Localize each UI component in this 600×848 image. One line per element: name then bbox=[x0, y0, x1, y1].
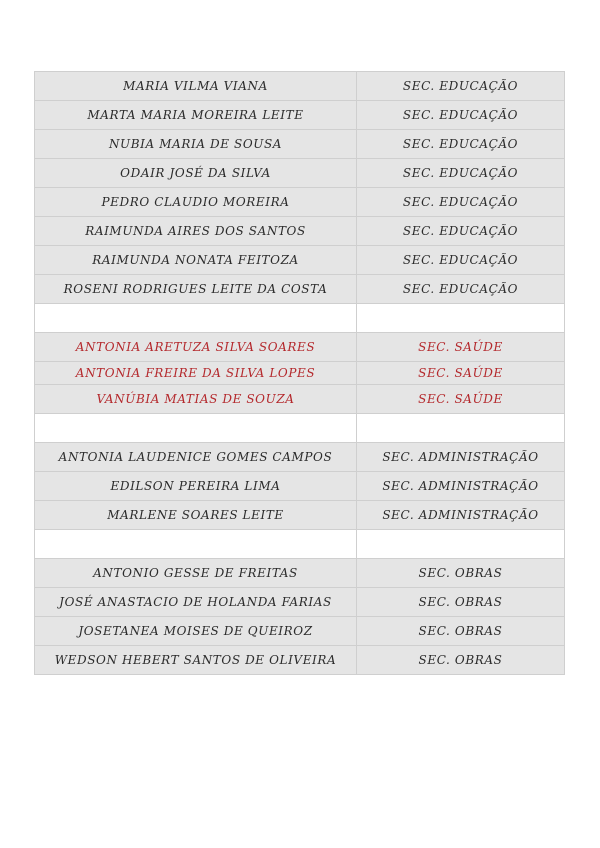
table-row bbox=[35, 472, 565, 501]
employee-name: ODAIR JOSÉ DA SILVA bbox=[35, 159, 357, 188]
employee-name: VANÚBIA MATIAS DE SOUZA bbox=[35, 385, 357, 414]
department: SEC. EDUCAÇÃO bbox=[357, 159, 565, 188]
table-row bbox=[35, 188, 565, 217]
employee-name: JOSETANEA MOISES DE QUEIROZ bbox=[35, 617, 357, 646]
staff-table bbox=[34, 71, 565, 675]
employee-name bbox=[35, 530, 357, 559]
employee-name: MARIA VILMA VIANA bbox=[35, 72, 357, 101]
employee-name bbox=[35, 304, 357, 333]
department: SEC. OBRAS bbox=[357, 646, 565, 675]
department: SEC. OBRAS bbox=[357, 617, 565, 646]
employee-name: NUBIA MARIA DE SOUSA bbox=[35, 130, 357, 159]
separator-row bbox=[35, 530, 565, 559]
department: SEC. SAÚDE bbox=[357, 385, 565, 414]
table-row bbox=[35, 72, 565, 101]
department: SEC. EDUCAÇÃO bbox=[357, 217, 565, 246]
table-row bbox=[35, 617, 565, 646]
employee-name bbox=[35, 414, 357, 443]
table-row bbox=[35, 101, 565, 130]
table-row bbox=[35, 588, 565, 617]
separator-row bbox=[35, 414, 565, 443]
table-row bbox=[35, 385, 565, 414]
table-row bbox=[35, 217, 565, 246]
department: SEC. SAÚDE bbox=[357, 333, 565, 362]
department: SEC. EDUCAÇÃO bbox=[357, 101, 565, 130]
table-row bbox=[35, 130, 565, 159]
department: SEC. OBRAS bbox=[357, 559, 565, 588]
department bbox=[357, 414, 565, 443]
department: SEC. EDUCAÇÃO bbox=[357, 188, 565, 217]
employee-name: RAIMUNDA AIRES DOS SANTOS bbox=[35, 217, 357, 246]
employee-name: WEDSON HEBERT SANTOS DE OLIVEIRA bbox=[35, 646, 357, 675]
department: SEC. ADMINISTRAÇÃO bbox=[357, 501, 565, 530]
department bbox=[357, 530, 565, 559]
department: SEC. ADMINISTRAÇÃO bbox=[357, 472, 565, 501]
employee-name: ROSENI RODRIGUES LEITE DA COSTA bbox=[35, 275, 357, 304]
table-row bbox=[35, 246, 565, 275]
employee-name: PEDRO CLAUDIO MOREIRA bbox=[35, 188, 357, 217]
table-row bbox=[35, 362, 565, 385]
table-row bbox=[35, 501, 565, 530]
employee-name: JOSÉ ANASTACIO DE HOLANDA FARIAS bbox=[35, 588, 357, 617]
department: SEC. SAÚDE bbox=[357, 362, 565, 385]
employee-name: ANTONIA LAUDENICE GOMES CAMPOS bbox=[35, 443, 357, 472]
department: SEC. EDUCAÇÃO bbox=[357, 130, 565, 159]
table-row bbox=[35, 159, 565, 188]
table-row bbox=[35, 275, 565, 304]
employee-name: RAIMUNDA NONATA FEITOZA bbox=[35, 246, 357, 275]
department: SEC. OBRAS bbox=[357, 588, 565, 617]
department: SEC. ADMINISTRAÇÃO bbox=[357, 443, 565, 472]
employee-name: ANTONIO GESSE DE FREITAS bbox=[35, 559, 357, 588]
employee-name: ANTONIA ARETUZA SILVA SOARES bbox=[35, 333, 357, 362]
table-row bbox=[35, 646, 565, 675]
department bbox=[357, 304, 565, 333]
separator-row bbox=[35, 304, 565, 333]
department: SEC. EDUCAÇÃO bbox=[357, 275, 565, 304]
department: SEC. EDUCAÇÃO bbox=[357, 246, 565, 275]
table-row bbox=[35, 559, 565, 588]
employee-name: MARTA MARIA MOREIRA LEITE bbox=[35, 101, 357, 130]
table-row bbox=[35, 333, 565, 362]
table-row bbox=[35, 443, 565, 472]
employee-name: ANTONIA FREIRE DA SILVA LOPES bbox=[35, 362, 357, 385]
employee-name: MARLENE SOARES LEITE bbox=[35, 501, 357, 530]
table-body bbox=[35, 72, 565, 675]
department: SEC. EDUCAÇÃO bbox=[357, 72, 565, 101]
employee-name: EDILSON PEREIRA LIMA bbox=[35, 472, 357, 501]
